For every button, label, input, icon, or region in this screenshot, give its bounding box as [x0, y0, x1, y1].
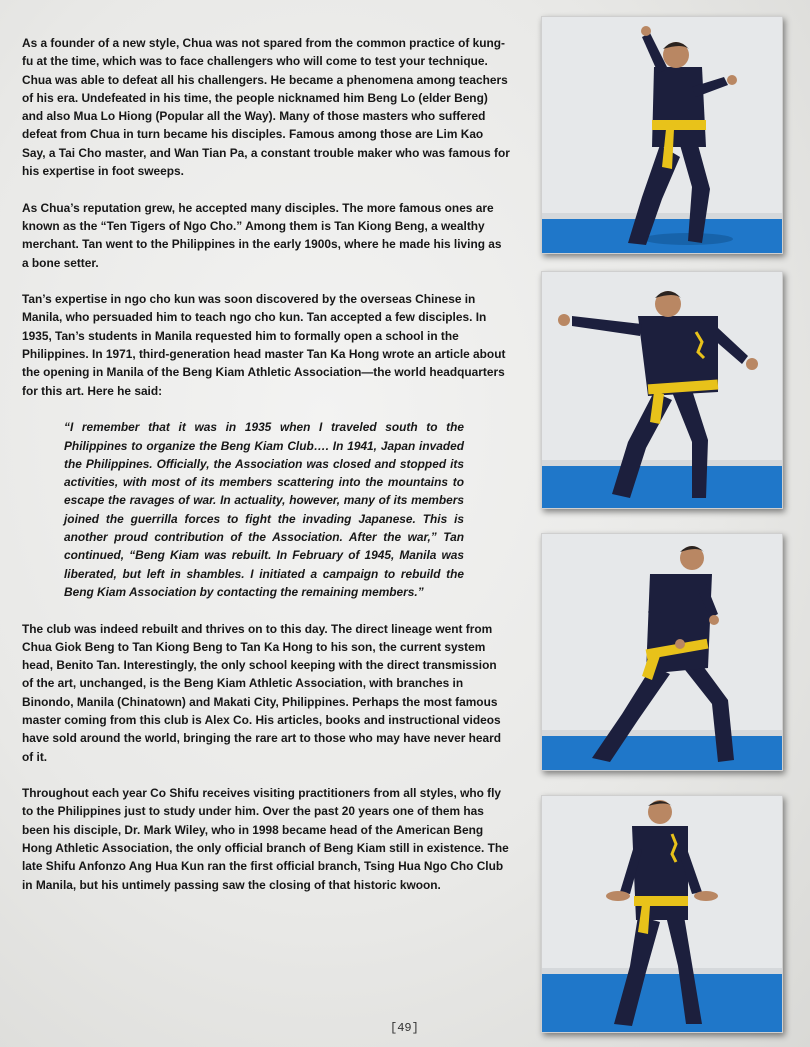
- page-number: [49]: [390, 1021, 419, 1035]
- photo-3: [541, 533, 783, 771]
- photo-1: [541, 16, 783, 254]
- photo-2: [541, 271, 783, 509]
- martial-artist-photo-4: [542, 796, 782, 1032]
- martial-artist-photo-1: [542, 17, 782, 253]
- article-body: [22, 34, 510, 912]
- paragraph-5: Throughout each year Co Shifu receives visiting practitioners from all styles, who fly to the Philippines just to study under him. Over the past 20 years one of them has been his disciple, Dr. Mark Wiley, who in 1998 became head of the American Beng Hong Athletic Association, the only official branch of Beng Kiam still in existence. The late Shifu Anfonzo Ang Hua Kun ran the first official branch, Tsing Hua Ngo Cho Club in Manila, but his untimely passing saw the closing of that historic kwoon.: [22, 786, 509, 892]
- paragraph-3: Tan’s expertise in ngo cho kun was soon discovered by the overseas Chinese in Manila, who persuaded him to teach ngo cho kun. Tan accepted a few disciples. In 1935, Tan’s students in Manila requested him to formally open a school in the Philippines. In 1971, third-generation head master Tan Ka Hong wrote an article about the opening in Manila of the Beng Kiam Athletic Association—the world headquarters for this art. Here he said:: [22, 292, 506, 398]
- paragraph-2: As Chua’s reputation grew, he accepted many disciples. The more famous ones are known as the “Ten Tigers of Ngo Cho.” Among them is Tan Kiong Beng, a wealthy merchant. Tan went to the Philippines in the early 1900s, where he made his living as a bone setter.: [22, 200, 502, 270]
- martial-artist-photo-2: [542, 272, 782, 508]
- paragraph-1: As a founder of a new style, Chua was not spared from the common practice of kung-fu at the time, which was to face challengers who will come to test your technique. Chua was able to defeat all his challengers. He became a phenomena among teachers of his era. Undefeated in his time, the people nicknamed him Beng Lo (elder Beng) and also Mua Lo Hiong (Popular all the Way). Many of those masters who suffered defeat from Chua in turn became his disciples. Famous among those are Lim Kao Say, a Tai Cho master, and Wan Tian Pa, a constant trouble maker who was famous for his expertise in foot sweeps.: [22, 36, 510, 179]
- photo-4: [541, 795, 783, 1033]
- block-quote: “I remember that it was in 1935 when I traveled south to the Philippines to organize the Beng Kiam Club…. In 1941, Japan invaded the Philippines. Officially, the Association was closed and stopped its activities, with most of its members scattering into the mountains to escape the ravages of war. In actuality, however, many of its members joined the guerrilla forces to fight the invading Japanese. This is another proud contribution of the Association. After the war,” Tan continued, “Beng Kiam was rebuilt. In February of 1945, Manila was liberated, but left in shambles. I initiated a campaign to rebuild the Beng Kiam Association by contacting the remaining members.”: [64, 420, 464, 599]
- paragraph-4: The club was indeed rebuilt and thrives on to this day. The direct lineage went from Chua Giok Beng to Tan Kiong Beng to Tan Ka Hong to his son, the current system head, Benito Tan. Interestingly, the only school keeping with the direct transmission of the art, unchanged, is the Beng Kiam Athletic Association, with branches in Binondo, Manila (Chinatown) and Makati City, Philippines. Perhaps the most famous master coming from this club is Alex Co. His articles, books and instructional videos have sold around the world, bringing the rare art to those who may have never heard of it.: [22, 621, 502, 764]
- martial-artist-photo-3: [542, 534, 782, 770]
